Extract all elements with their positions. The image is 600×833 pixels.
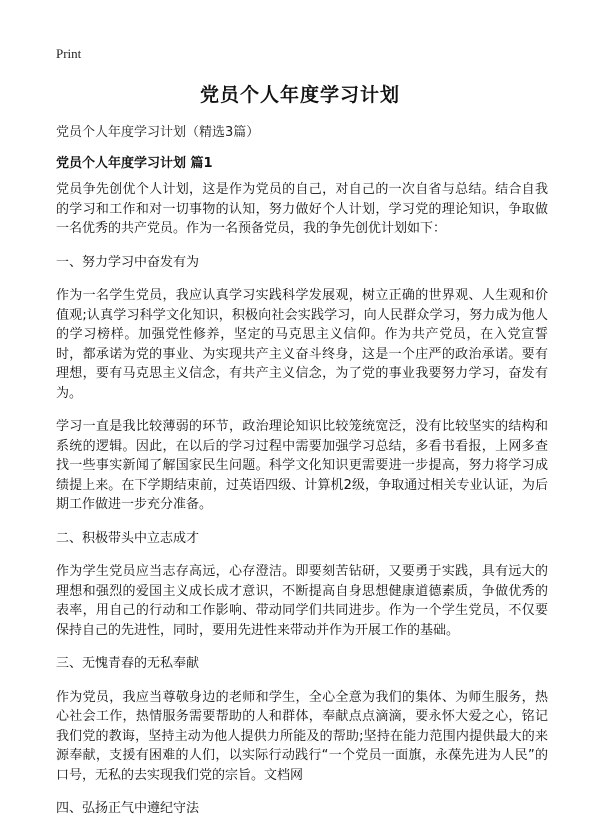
print-link[interactable]: Print [56,46,82,61]
section-title: 党员个人年度学习计划 篇1 [56,156,213,171]
paragraph-2: 学习一直是我比较薄弱的环节，政治理论知识比较笼统宽泛，没有比较坚实的结构和系统的逻辑。因此，在以后的学习过程中需要加强学习总结，多看书看报，上网多查找一些事实新闻了解国家民生问题。科学文化知识更需要进一步提高，努力将学习成绩提上来。在下学期结束前，过英语四级、计算机2级，争取通过相关专业认证，为后期工作做进一步充分准备。 [56,419,548,512]
section-heading-1: 一、努力学习中奋发有为 [56,254,200,270]
section-heading-2: 二、积极带头中立志成才 [56,530,200,546]
section-heading-3: 三、无愧青春的无私奉献 [56,656,200,671]
paragraph-4: 作为党员，我应当尊敬身边的老师和学生，全心全意为我们的集体、为师生服务，热心社会工作，热情服务需要帮助的人和群体，奉献点点滴滴，要永怀大爱之心，铭记我们党的教诲，坚持主动为他人提供力所能及的帮助;坚持在能力范围内提供最大的来源奉献，支援有困难的人们，以实际行动践行“一个党员一面旗，永葆先进为人民”的口号，无私的去实现我们党的宗旨。文档网 [56,689,548,783]
intro-paragraph: 党员争先创优个人计划，这是作为党员的自己，对自己的一次自省与总结。结合自我的学习和工作和对一切事物的认知，努力做好个人计划，学习党的理论知识，争取做一名优秀的共产党员。作为一名预备党员，我的争先创优计划如下： [56,182,548,236]
paragraph-1: 作为一名学生党员，我应认真学习实践科学发展观，树立正确的世界观、人生观和价值观;认真学习科学文化知识，积极向社会实践学习，向人民群众学习，努力成为他人的学习榜样。加强党性修养，坚定的马克思主义信仰。作为共产党员，在入党宣誓时，都承诺为党的事业、为实现共产主义奋斗终身，这是一个庄严的政治承诺。要有理想，要有马克思主义信念，有共产主义信念，为了党的事业我要努力学习，奋发有为。 [56,288,548,401]
paragraph-3: 作为学生党员应当志存高远，心存澄洁。即要刻苦钻研，又要勇于实践，具有远大的理想和强烈的爱国主义成长成才意识，不断提高自身思想健康道德素质，争做优秀的表率，用自己的行动和工作影响、带动同学们共同进步。作为一个学生党员，不仅要保持自己的先进性，同时，要用先进性来带动并作为开展工作的基础。 [56,564,548,638]
document-subtitle: 党员个人年度学习计划（精选3篇） [56,125,260,140]
document-title: 党员个人年度学习计划 [199,84,400,106]
section-heading-4: 四、弘扬正气中遵纪守法 [56,801,200,816]
document-body [56,180,548,833]
